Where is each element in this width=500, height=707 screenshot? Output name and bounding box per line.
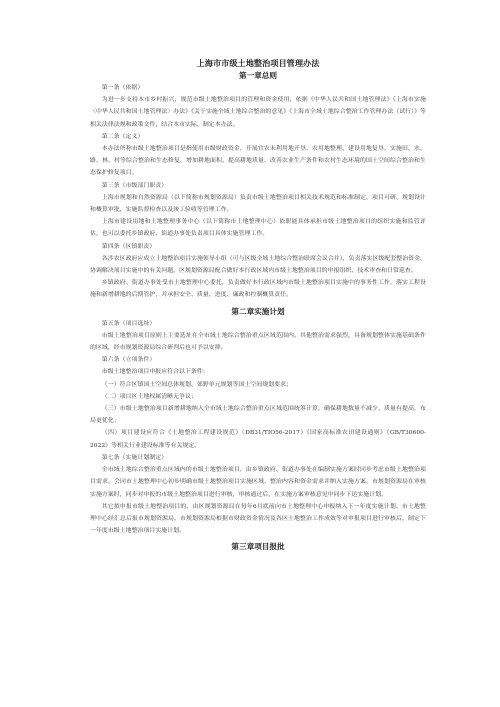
article-7-heading: 第七条（实施计划制定） [101, 454, 168, 461]
article-1-body: 为进一步支持本市乡村振兴，规范市级土地整治项目的管理和资金使用，依据《中华人民共和国土地管理法》《上海市实施〈中华人民共和国土地管理法〉办法》《关于实施全域土地综合整治的意见》《上海市全域土地综合整治工作管理办法（试行）》等相关法律法规和政策文件，结合本市实际，制定本办法。 [90, 97, 426, 128]
chapter-1-title: 第一章总则 [239, 71, 277, 80]
article-2-heading: 第二条（定义） [101, 133, 144, 140]
article-3-body-2: 上海市建设用地和土地整理事务中心（以下简称市土地整理中心）依职能具体承担市级土地整治项目的组织实施和监管评估，也可以委托乡镇政府、街道办事处负责项目具体实施管理工作。 [90, 219, 426, 238]
article-3-heading: 第三条（市级部门职责） [101, 182, 168, 189]
article-4-body-1: 各涉农区政府应成立土地整治项目实施领导小组（可与区级全域土地综合整治联席会议合并），负责落实区级配套整治资金，协调解决项目实施中的有关问题。区规划资源局配合做好本行政区域内市级土地整治项目的申报组织、技术审查和日常巡查。 [90, 255, 426, 275]
article-6-intro: 市级土地整治项目申报应符合以下条件： [101, 369, 209, 376]
article-6-item-2: （二）项目区土地权属清晰无争议； [101, 393, 197, 400]
article-7-body-2: 其它拟申报市级土地整治项目的，由区规划资源局在每年6月底前向市土地整理中心申报纳入下一年度实施计划。市土地整理中心经汇总后报市规划资源局。市规划资源局根据市财政资金情况及各区土地整治工作成效等对申报项目进行审核后，制定下一年度市级土地整治项目实施计划。 [90, 503, 426, 535]
article-5-heading: 第五条（项目选址） [101, 320, 156, 327]
article-4-heading: 第四条（区镇职责） [101, 243, 156, 250]
article-1-heading: 第一条（依据） [101, 85, 144, 91]
chapter-2-title: 第二章实施计划 [231, 306, 285, 316]
article-5-body: 市级土地整治项目原则上主要选址在全市域土地综合整治重点区域范围内。其他整治需求强烈，具备规划整体实施基础条件的区域，经市规划资源局综合研判后也可予以安排。 [90, 332, 426, 352]
article-2-body: 本办法所称市级土地整治项目是指使用市级财政资金，开展宜农未利用地开垦、农用地整理、建设用地复垦，实施田、水、路、林、村等综合整治和生态修复，增加耕地面积、提高耕地质量、改善农业生产条件和农村生态环境的国土空间综合整治和生态保护修复项目。 [90, 146, 426, 177]
article-4-body-2: 乡镇政府、街道办事处受市土地整理中心委托，负责做好本行政区域内市级土地整治项目实施中的事务性工作，落实工程设施和新增耕地的后期管护，并承担安全、质量、进度、廉政和控制概算责任。 [90, 280, 426, 299]
article-3-body-1: 上海市规划和自然资源局（以下简称市规划资源局）负责市级土地整治项目相关技术规范和标准制定，项目可研、规划设计和概算审批，实施监督检查以及竣工验收等管理工作。 [90, 194, 426, 214]
article-6-heading: 第六条（立项条件） [101, 357, 156, 364]
chapter-3-title: 第三章项目报批 [231, 542, 285, 552]
article-6-item-3: （三）市级土地整治项目新增耕地纳入全市域土地综合整治重点区域范围统筹计算，确保耕地数量不减少、质量有提高，布局更优化； [90, 406, 426, 425]
article-6-item-1: （一）符合区镇国土空间总体规划、郊野单元规划等国土空间规划要求； [101, 381, 292, 388]
article-7-body-1: 全市域土地综合整治重点区域内的市级土地整治项目，由乡镇政府、街道办事处在编制实施方案时同步考虑市级土地整治项目需求，会同市土地整理中心初步明确市级土地整治项目实施区域、整治内容和资金需求并纳入实施方案。市规划资源局在审核实施方案时，同步对申报的市级土地整治项目进行审核，审核通过后，在实施方案审核意见中同步下达实施计划。 [90, 467, 426, 498]
document-title: 上海市市级土地整治项目管理办法 [196, 58, 320, 68]
article-6-item-4: （四）项目建设应符合《土地整治工程建设规范》（DB31/TIO56-2017）《国家高标准农田建设通则》（GB/T30600-2022）等相关行业建设标准等有关规定。 [90, 430, 426, 449]
